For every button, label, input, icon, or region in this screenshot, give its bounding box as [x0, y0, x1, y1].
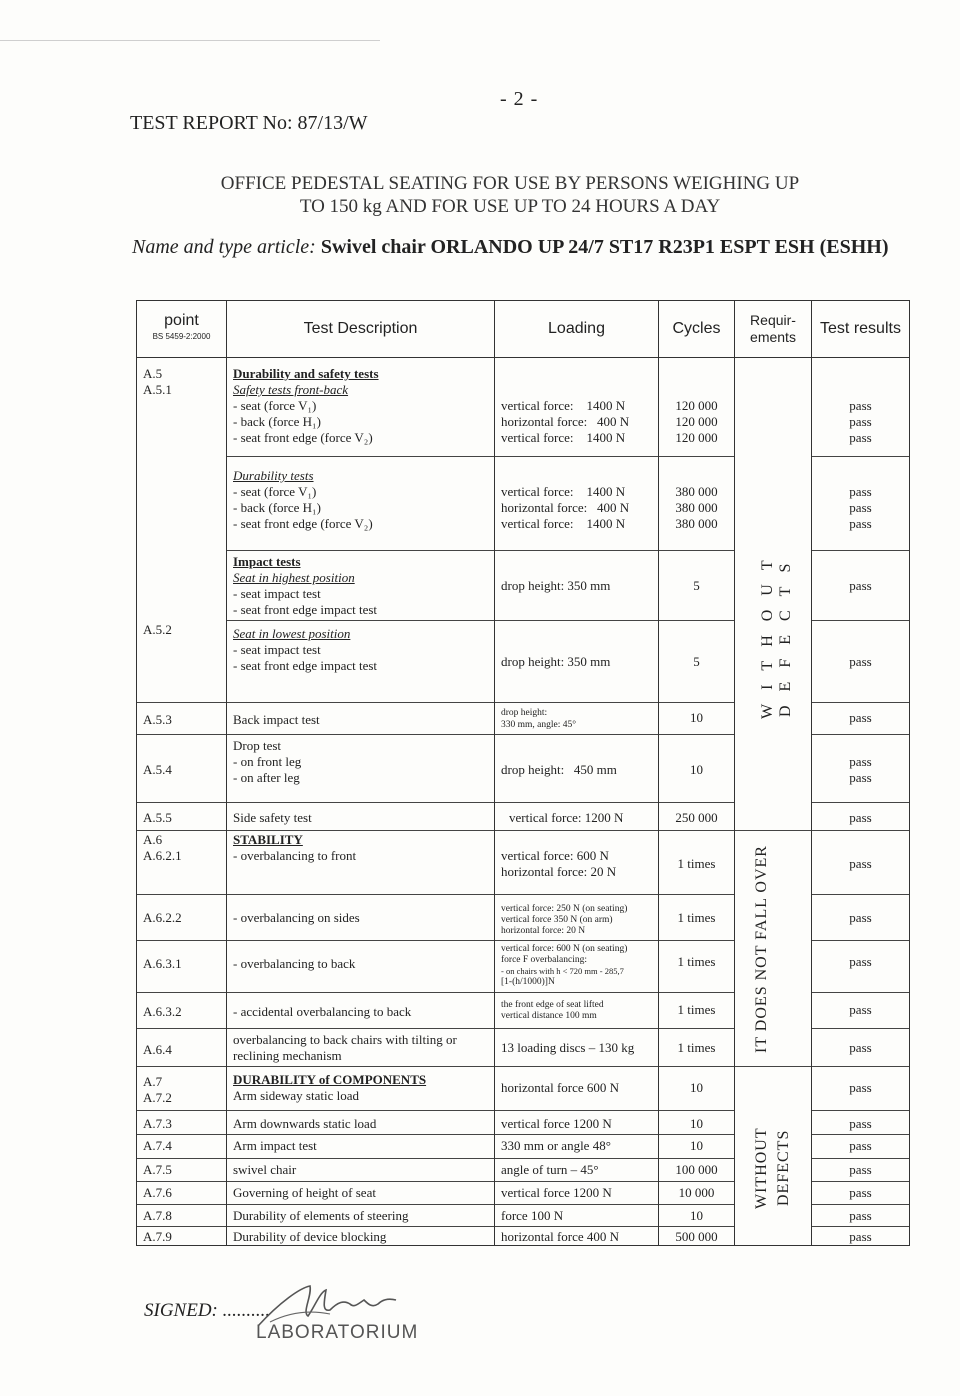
row-divider	[495, 802, 658, 803]
result-value: pass	[849, 1080, 872, 1095]
requirements-column	[735, 358, 812, 1246]
loading-line: vertical force: 600 N (on seating)	[501, 944, 628, 954]
cycles-value: 1 times	[677, 856, 716, 871]
row-divider	[812, 1134, 909, 1135]
point-a7: A.7	[143, 1074, 163, 1089]
row-divider	[812, 702, 909, 703]
requirement-does-not-fall-over: IT DOES NOT FALL OVER	[753, 845, 770, 1053]
heading-durability-components: DURABILITY of COMPONENTS	[233, 1072, 427, 1087]
row-divider	[735, 1066, 811, 1067]
result-value: pass	[849, 710, 872, 725]
row-divider	[659, 1110, 734, 1111]
cycles-value: 1 times	[677, 1002, 716, 1017]
row-divider	[812, 456, 909, 457]
loading-column	[495, 358, 659, 1246]
description-column	[227, 358, 495, 1246]
loading-line: vertical distance 100 mm	[501, 1011, 597, 1021]
point-a6-2-1: A.6.2.1	[143, 848, 182, 863]
row-divider	[495, 1134, 658, 1135]
row-divider	[495, 894, 658, 895]
header-standard: BS 5459-2:2000	[152, 332, 211, 341]
row-divider	[137, 734, 226, 735]
header-point: point BS 5459-2:2000	[137, 301, 227, 358]
row-divider	[659, 1134, 734, 1135]
loading-line: drop height: 450 mm	[501, 762, 617, 777]
row-divider	[137, 1226, 226, 1227]
point-a7-6: A.7.6	[143, 1185, 172, 1200]
desc-line: - on front leg	[233, 754, 302, 769]
desc-line: reclining mechanism	[233, 1048, 342, 1063]
row-divider	[495, 1110, 658, 1111]
loading-line: - on chairs with h < 720 mm - 285,7	[501, 966, 624, 976]
row-divider	[659, 1028, 734, 1029]
document-title	[190, 172, 830, 218]
row-divider	[137, 1181, 226, 1182]
row-divider	[137, 1028, 226, 1029]
loading-line: 13 loading discs – 130 kg	[501, 1040, 635, 1055]
desc-line: Arm impact test	[233, 1138, 317, 1153]
result-value: pass	[849, 484, 872, 499]
row-divider	[137, 992, 226, 993]
header-loading: Loading	[495, 301, 659, 358]
heading-stability: STABILITY	[233, 832, 303, 847]
loading-line: force 100 N	[501, 1208, 564, 1223]
loading-line: the front edge of seat lifted	[501, 1000, 604, 1010]
point-a5-2: A.5.2	[143, 622, 172, 637]
point-a6-3-1: A.6.3.1	[143, 956, 182, 971]
row-divider	[495, 830, 658, 831]
cycles-value: 5	[693, 654, 700, 669]
loading-line: vertical force: 250 N (on seating)	[501, 904, 628, 914]
point-a7-9: A.7.9	[143, 1229, 172, 1244]
cycles-value: 500 000	[675, 1229, 718, 1244]
loading-line: drop height: 350 mm	[501, 578, 611, 593]
desc-line: - accidental overbalancing to back	[233, 1004, 412, 1019]
row-divider	[659, 992, 734, 993]
result-value: pass	[849, 654, 872, 669]
cycles-value: 10	[690, 1080, 703, 1095]
row-divider	[495, 1181, 658, 1182]
loading-line: vertical force: 600 N	[501, 848, 609, 863]
row-divider	[227, 1134, 494, 1135]
point-a5-4: A.5.4	[143, 762, 172, 777]
row-divider	[137, 1110, 226, 1111]
point-a5-3: A.5.3	[143, 712, 172, 727]
header-results: Test results	[812, 301, 910, 358]
row-divider	[227, 550, 494, 551]
row-divider	[812, 830, 909, 831]
desc-line: - seat front edge impact test	[233, 602, 378, 617]
header-requirements: Requir-ements	[735, 301, 812, 358]
row-divider	[495, 1066, 658, 1067]
result-value: pass	[849, 1185, 872, 1200]
row-divider	[137, 1158, 226, 1159]
result-value: pass	[849, 430, 872, 445]
requirement-without-defects-2: WITHOUT DEFECTS	[753, 1127, 792, 1209]
row-divider	[812, 1181, 909, 1182]
cycles-value: 10	[690, 762, 703, 777]
result-value: pass	[849, 1002, 872, 1017]
result-value: pass	[849, 1162, 872, 1177]
row-divider	[227, 894, 494, 895]
table-body	[137, 358, 910, 1246]
desc-line: swivel chair	[233, 1162, 297, 1177]
row-divider	[495, 734, 658, 735]
desc-line: - on after leg	[233, 770, 300, 785]
row-divider	[659, 1204, 734, 1205]
row-divider	[495, 1028, 658, 1029]
result-value: pass	[849, 1208, 872, 1223]
loading-line: vertical force 1200 N	[501, 1185, 612, 1200]
loading-line: 330 mm or angle 48°	[501, 1138, 611, 1153]
loading-line: vertical force: 1200 N	[509, 810, 624, 825]
row-divider	[812, 802, 909, 803]
desc-line: Arm sideway static load	[233, 1088, 359, 1103]
point-a7-8: A.7.8	[143, 1208, 172, 1223]
result-value: pass	[849, 770, 872, 785]
row-divider	[812, 550, 909, 551]
result-value: pass	[849, 1116, 872, 1131]
point-a5: A.5	[143, 366, 163, 381]
row-divider	[735, 830, 811, 831]
result-value: pass	[849, 1138, 872, 1153]
row-divider	[659, 1226, 734, 1227]
row-divider	[227, 1204, 494, 1205]
cycles-value: 10 000	[678, 1185, 715, 1200]
cycles-value: 120 000	[675, 398, 718, 413]
loading-line: vertical force: 1400 N	[501, 516, 626, 531]
cycles-value: 100 000	[675, 1162, 718, 1177]
signed-label: SIGNED: ..........	[144, 1300, 271, 1321]
row-divider	[227, 702, 494, 703]
cycles-column	[659, 358, 735, 1246]
row-divider	[812, 1226, 909, 1227]
top-scan-line	[0, 40, 380, 41]
result-value: pass	[849, 398, 872, 413]
cycles-value: 380 000	[675, 500, 718, 515]
point-a5-5: A.5.5	[143, 810, 172, 825]
cycles-value: 10	[690, 1116, 703, 1131]
row-divider	[227, 1226, 494, 1227]
subheading-highest-position: Seat in highest position	[233, 570, 355, 585]
title-line-1: OFFICE PEDESTAL SEATING FOR USE BY PERSONS WEIGHING UP	[220, 173, 800, 194]
row-divider	[659, 940, 734, 941]
point-a6-2-2: A.6.2.2	[143, 910, 182, 925]
cycles-value: 1 times	[677, 910, 716, 925]
loading-line: drop height:	[501, 708, 548, 718]
results-column	[812, 358, 910, 1246]
row-divider	[659, 1158, 734, 1159]
row-divider	[227, 456, 494, 457]
table-header-row	[137, 301, 910, 358]
point-column	[137, 358, 227, 1246]
row-divider	[137, 702, 226, 703]
loading-line: vertical force 1200 N	[501, 1116, 612, 1131]
point-a6-3-2: A.6.3.2	[143, 1004, 182, 1019]
loading-line: horizontal force: 400 N	[501, 500, 630, 515]
row-divider	[659, 702, 734, 703]
cycles-value: 120 000	[675, 430, 718, 445]
point-a5-1: A.5.1	[143, 382, 172, 397]
cycles-value: 10	[690, 710, 703, 725]
row-divider	[137, 894, 226, 895]
result-value: pass	[849, 1040, 872, 1055]
row-divider	[495, 550, 658, 551]
desc-line: Governing of height of seat	[233, 1185, 376, 1200]
row-divider	[812, 992, 909, 993]
row-divider	[812, 1158, 909, 1159]
row-divider	[812, 894, 909, 895]
row-divider	[659, 802, 734, 803]
row-divider	[227, 1110, 494, 1111]
row-divider	[227, 734, 494, 735]
result-value: pass	[849, 414, 872, 429]
row-divider	[812, 940, 909, 941]
row-divider	[227, 830, 494, 831]
row-divider	[227, 1066, 494, 1067]
row-divider	[495, 992, 658, 993]
desc-line: Side safety test	[233, 810, 312, 825]
page-number: - 2 -	[500, 88, 539, 110]
cycles-value: 1 times	[677, 1040, 716, 1055]
result-value: pass	[849, 578, 872, 593]
row-divider	[812, 1028, 909, 1029]
subheading-safety-front-back: Safety tests front-back	[233, 382, 349, 397]
loading-line: angle of turn – 45°	[501, 1162, 599, 1177]
row-divider	[659, 894, 734, 895]
result-value: pass	[849, 1229, 872, 1244]
heading-impact-tests: Impact tests	[233, 554, 301, 569]
test-results-table	[136, 300, 910, 1246]
point-a6-4: A.6.4	[143, 1042, 172, 1057]
point-a6: A.6	[143, 832, 163, 847]
desc-line: Arm downwards static load	[233, 1116, 377, 1131]
desc-line: - overbalancing to front	[233, 848, 357, 863]
article-label: Name and type article:	[132, 236, 316, 258]
article-value: Swivel chair ORLANDO UP 24/7 ST17 R23P1 ESPT ESH (ESHH)	[320, 236, 889, 258]
cycles-value: 5	[693, 578, 700, 593]
result-value: pass	[849, 500, 872, 515]
row-divider	[812, 1204, 909, 1205]
loading-line: horizontal force 400 N	[501, 1229, 620, 1244]
report-number: TEST REPORT No: 87/13/W	[130, 112, 368, 134]
cycles-value: 380 000	[675, 516, 718, 531]
row-divider	[227, 1181, 494, 1182]
loading-line: vertical force: 1400 N	[501, 430, 626, 445]
row-divider	[495, 1226, 658, 1227]
row-divider	[227, 940, 494, 941]
loading-line: horizontal force: 20 N	[501, 864, 617, 879]
desc-line: - seat front edge impact test	[233, 658, 378, 673]
desc-line: Drop test	[233, 738, 282, 753]
row-divider	[137, 802, 226, 803]
laboratory-stamp: LABORATORIUM	[256, 1322, 419, 1343]
loading-line: vertical force 350 N (on arm)	[501, 915, 613, 925]
loading-line: 330 mm, angle: 45°	[501, 720, 577, 730]
desc-line: - back (force H₁)	[233, 414, 321, 429]
desc-line: - seat impact test	[233, 586, 321, 601]
row-divider	[495, 1158, 658, 1159]
point-a7-4: A.7.4	[143, 1138, 172, 1153]
desc-line: - seat front edge (force V₂)	[233, 516, 373, 531]
cycles-value: 1 times	[677, 954, 716, 969]
row-divider	[495, 702, 658, 703]
desc-line: - seat (force V₁)	[233, 484, 317, 499]
result-value: pass	[849, 516, 872, 531]
row-divider	[495, 1204, 658, 1205]
loading-line: [1-(h/1000)]N	[501, 977, 555, 987]
loading-line: horizontal force: 20 N	[501, 926, 586, 936]
row-divider	[659, 620, 734, 621]
row-divider	[659, 1181, 734, 1182]
desc-line: Durability of device blocking	[233, 1229, 387, 1244]
cycles-value: 250 000	[675, 810, 718, 825]
title-line-2: TO 150 kg AND FOR USE UP TO 24 HOURS A DAY	[299, 196, 721, 217]
row-divider	[812, 1110, 909, 1111]
subheading-durability: Durability tests	[233, 468, 314, 483]
loading-line: force F overbalancing:	[501, 955, 587, 965]
row-divider	[495, 620, 658, 621]
desc-line: - overbalancing to back	[233, 956, 356, 971]
result-value: pass	[849, 754, 872, 769]
row-divider	[659, 456, 734, 457]
row-divider	[495, 940, 658, 941]
row-divider	[137, 830, 226, 831]
header-description: Test Description	[227, 301, 495, 358]
article-line	[132, 236, 889, 259]
result-value: pass	[849, 910, 872, 925]
row-divider	[227, 1028, 494, 1029]
row-divider	[812, 734, 909, 735]
cycles-value: 120 000	[675, 414, 718, 429]
desc-line: - seat impact test	[233, 642, 321, 657]
row-divider	[227, 992, 494, 993]
header-cycles: Cycles	[659, 301, 735, 358]
cycles-value: 10	[690, 1208, 703, 1223]
desc-line: overbalancing to back chairs with tilting or	[233, 1032, 457, 1047]
row-divider	[227, 1158, 494, 1159]
row-divider	[137, 940, 226, 941]
loading-line: drop height: 350 mm	[501, 654, 611, 669]
loading-line: vertical force: 1400 N	[501, 484, 626, 499]
desc-line: Back impact test	[233, 712, 320, 727]
cycles-value: 10	[690, 1138, 703, 1153]
result-value: pass	[849, 856, 872, 871]
desc-line: - seat (force V₁)	[233, 398, 317, 413]
row-divider	[137, 1204, 226, 1205]
desc-line: - back (force H₁)	[233, 500, 321, 515]
loading-line: horizontal force: 400 N	[501, 414, 630, 429]
row-divider	[227, 620, 494, 621]
row-divider	[659, 734, 734, 735]
loading-line: vertical force: 1400 N	[501, 398, 626, 413]
subheading-lowest-position: Seat in lowest position	[233, 626, 351, 641]
result-value: pass	[849, 810, 872, 825]
point-a7-3: A.7.3	[143, 1116, 172, 1131]
desc-line: - overbalancing on sides	[233, 910, 360, 925]
result-value: pass	[849, 954, 872, 969]
row-divider	[659, 550, 734, 551]
row-divider	[659, 1066, 734, 1067]
desc-line: - seat front edge (force V₂)	[233, 430, 373, 445]
cycles-value: 380 000	[675, 484, 718, 499]
row-divider	[227, 802, 494, 803]
loading-line: horizontal force 600 N	[501, 1080, 620, 1095]
heading-durability-safety: Durability and safety tests	[233, 366, 379, 381]
desc-line: Durability of elements of steering	[233, 1208, 409, 1223]
requirement-without-defects-1: WITHOUT DEFECTS	[759, 546, 794, 720]
row-divider	[812, 1066, 909, 1067]
row-divider	[812, 620, 909, 621]
row-divider	[659, 830, 734, 831]
row-divider	[137, 1134, 226, 1135]
point-a7-5: A.7.5	[143, 1162, 172, 1177]
row-divider	[137, 1066, 226, 1067]
row-divider	[495, 456, 658, 457]
point-a7-2: A.7.2	[143, 1090, 172, 1105]
